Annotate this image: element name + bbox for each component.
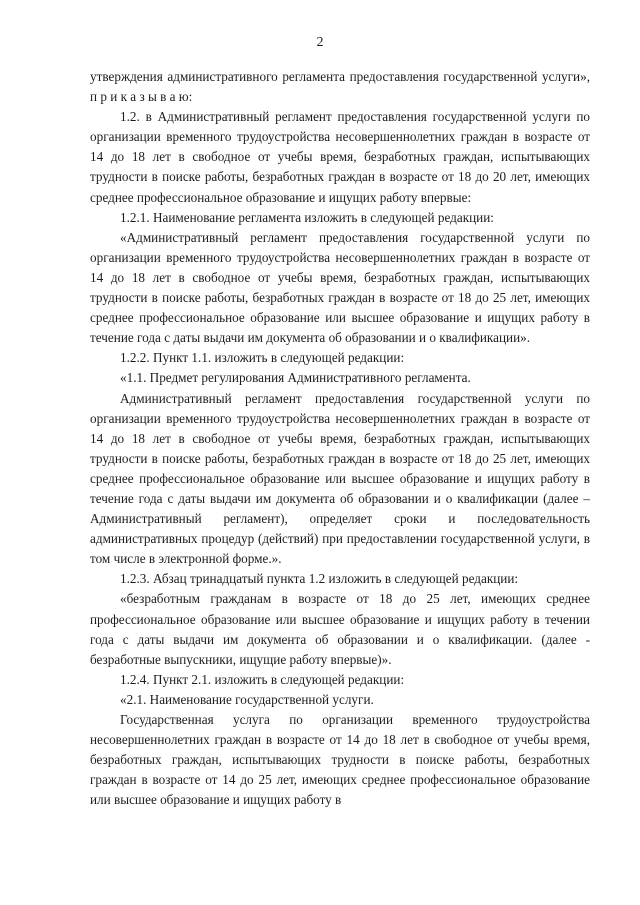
- page-number: 2: [316, 35, 324, 50]
- paragraph: «2.1. Наименование государственной услуги.: [120, 691, 374, 707]
- paragraph: Государственная услуга по организации временного трудоустройства несовершеннолетних граждан в возрасте от 14 до 18 лет в свободное от учебы время, безработных граждан, испытывающих трудности в поиске работы, безработных граждан в возрасте от 14 до 25 лет, имеющих среднее профессиональное образование или высшее образование и ищущих работу в: [90, 712, 590, 808]
- paragraph: утверждения административного регламента предоставления государственной услуги», п р и к а з ы в а ю:: [90, 69, 590, 105]
- paragraph: «1.1. Предмет регулирования Административного регламента.: [120, 370, 471, 386]
- paragraph: 1.2.4. Пункт 2.1. изложить в следующей редакции:: [120, 671, 405, 687]
- paragraph: Административный регламент предоставления государственной услуги по организации временного трудоустройства несовершеннолетних граждан в возрасте от 14 до 18 лет в свободное от учебы время, безработных граждан, испытывающих трудности в поиске работы, безработных граждан в возрасте от 18 до 25 лет, имеющих среднее профессиональное образование или высшее образование и ищущих работу в течение года с даты выдачи им документа об образовании и о квалификации (далее – Административный регламент), определяет сроки и последовательность административных процедур (действий) при предоставлении государственной услуги, в том числе в электронной форме.».: [90, 390, 590, 567]
- paragraph: 1.2.2. Пункт 1.1. изложить в следующей редакции:: [120, 350, 405, 366]
- paragraph: 1.2.1. Наименование регламента изложить в следующей редакции:: [120, 209, 494, 225]
- paragraph: «безработным гражданам в возрасте от 18 до 25 лет, имеющих среднее профессиональное образование или высшее образование и ищущих работу в течении года с даты выдачи им документа об образовании и о квалификации. (далее - безработные выпускники, ищущие работу впервые)».: [90, 591, 590, 667]
- paragraph: 1.2.3. Абзац тринадцатый пункта 1.2 изложить в следующей редакции:: [120, 571, 519, 587]
- paragraph: «Административный регламент предоставления государственной услуги по организации временного трудоустройства несовершеннолетних граждан в возрасте от 14 до 18 лет в свободное от учебы время, безработных граждан, испытывающих трудности в поиске работы, безработных граждан в возрасте от 18 до 25 лет, имеющих среднее профессиональное образование или высшее образование и ищущих работу в течение года с даты выдачи им документа об образовании и о квалификации».: [90, 229, 590, 346]
- document-body: [90, 67, 590, 810]
- paragraph: 1.2. в Административный регламент предоставления государственной услуги по организации временного трудоустройства несовершеннолетних граждан в возрасте от 14 до 18 лет в свободное от учебы время, безработных граждан, испытывающих трудности в поиске работы, безработных граждан в возрасте от 18 до 20 лет, имеющих среднее профессиональное образование и ищущих работу впервые:: [90, 109, 590, 205]
